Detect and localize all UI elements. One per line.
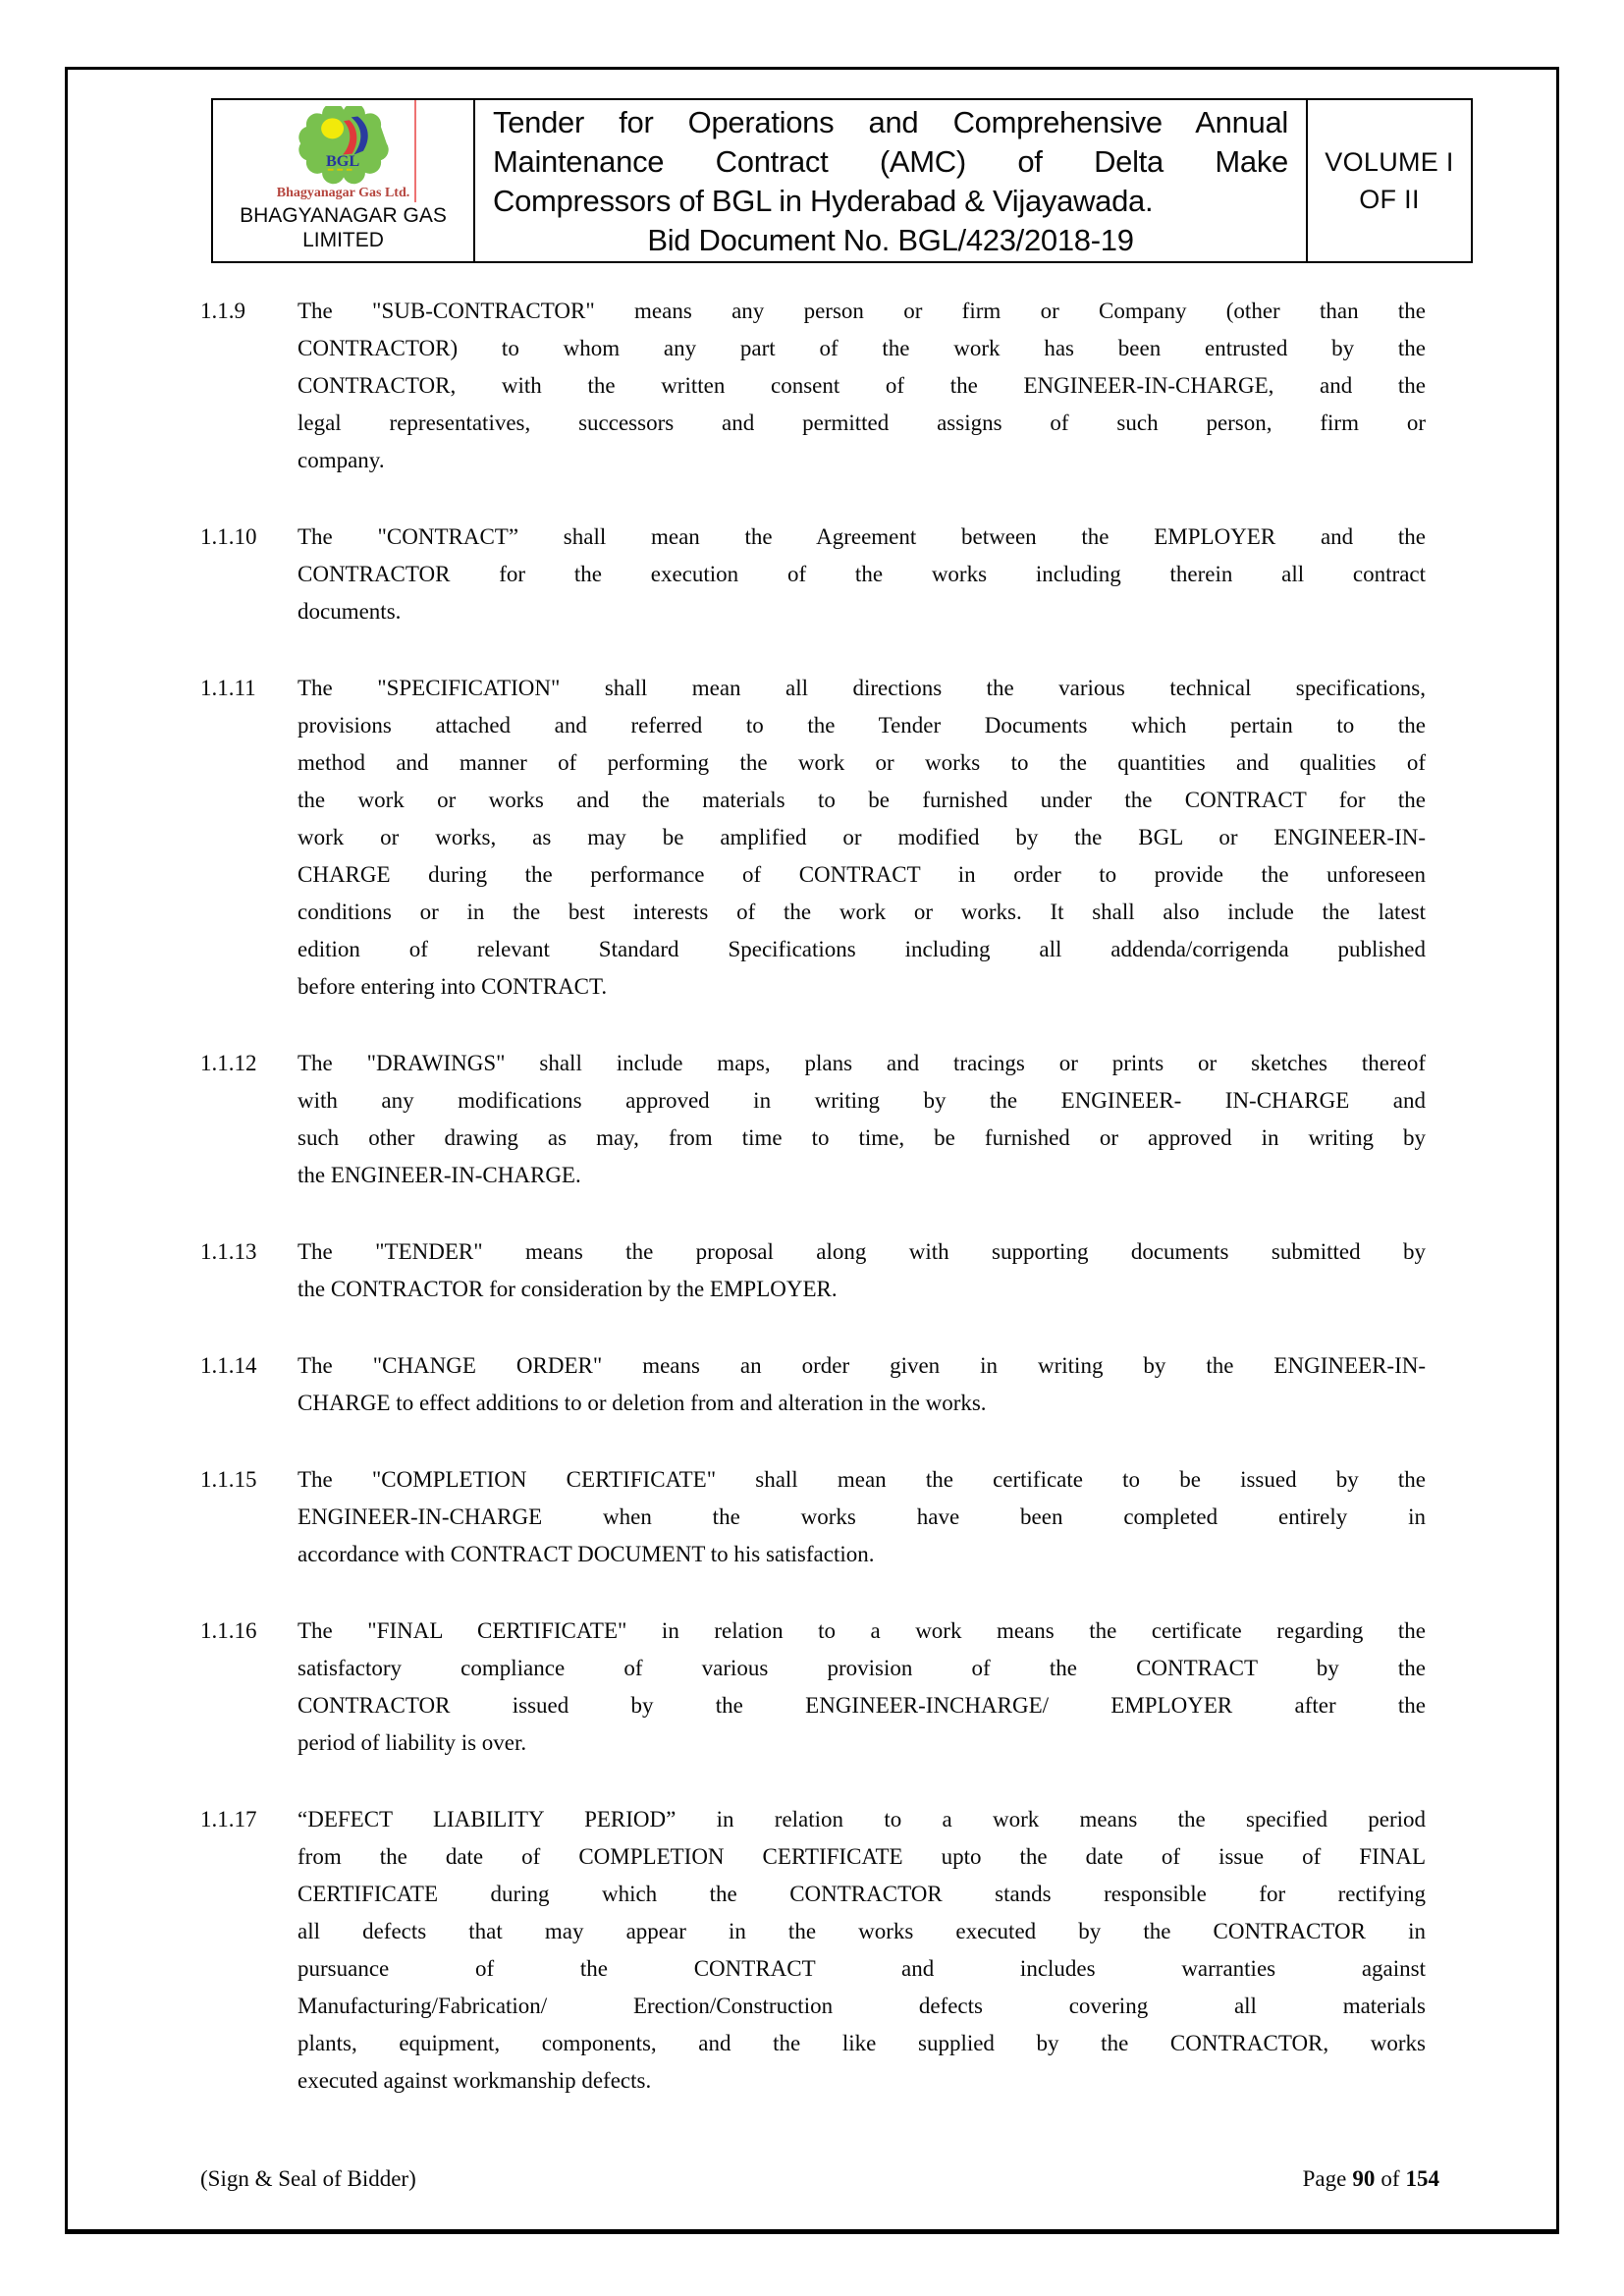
clause-item xyxy=(200,1045,1426,1194)
volume-line1: VOLUME I xyxy=(1325,147,1454,177)
clause-first-line: 1.1.9 The "SUB-CONTRACTOR" means any person or firm or Company (other than the xyxy=(200,293,1426,330)
clause-line: with any modifications approved in writing by the ENGINEER- IN-CHARGE and xyxy=(298,1088,1426,1113)
clause-first-line: 1.1.11 The "SPECIFICATION" shall mean all directions the various technical specifications, xyxy=(200,670,1426,707)
footer-of-word: of xyxy=(1380,2166,1400,2191)
company-name-line1: BHAGYANAGAR GAS xyxy=(240,204,447,227)
clause-line: edition of relevant Standard Specifications including all addenda/corrigenda published xyxy=(298,937,1426,961)
clause-number: 1.1.14 xyxy=(200,1353,257,1378)
clause-line: before entering into CONTRACT. xyxy=(298,974,608,999)
footer xyxy=(200,2162,1439,2196)
clause-number: 1.1.16 xyxy=(200,1618,257,1643)
logo-red-line xyxy=(414,100,416,202)
header-logo-cell xyxy=(213,100,475,261)
clause-item xyxy=(200,1613,1426,1762)
clause-item xyxy=(200,519,1426,630)
clause-line: accordance with CONTRACT DOCUMENT to his satisfaction. xyxy=(298,1542,875,1566)
clause-item xyxy=(200,293,1426,479)
clause-line: satisfactory compliance of various provision of the CONTRACT by the xyxy=(298,1656,1426,1680)
clause-line: CONTRACTOR for the execution of the works including therein all contract xyxy=(298,562,1426,586)
clause-item xyxy=(200,670,1426,1006)
header-title-line: Maintenance Contract (AMC) of Delta Make xyxy=(493,144,1288,179)
company-name-line2: LIMITED xyxy=(302,229,384,251)
clause-first-line: 1.1.15 The "COMPLETION CERTIFICATE" shall mean the certificate to be issued by the xyxy=(200,1461,1426,1499)
clause-first-line: 1.1.17 “DEFECT LIABILITY PERIOD” in relation to a work means the specified period xyxy=(200,1801,1426,1838)
clause-line: Manufacturing/Fabrication/ Erection/Construction defects covering all materials xyxy=(298,1994,1426,2018)
clause-line: method and manner of performing the work or works to the quantities and qualities of xyxy=(298,750,1426,775)
header-title-line: Compressors of BGL in Hyderabad & Vijayawada. xyxy=(493,184,1154,218)
volume-line2: OF II xyxy=(1359,185,1420,214)
clause-line: CONTRACTOR, with the written consent of the ENGINEER-IN-CHARGE, and the xyxy=(298,373,1426,398)
company-name xyxy=(240,203,447,252)
clause-first-line: 1.1.12 The "DRAWINGS" shall include maps, plans and tracings or prints or sketches thereof xyxy=(200,1045,1426,1082)
logo-subtext: Bhagyanagar Gas Ltd. xyxy=(276,186,410,200)
header-title-line: Tender for Operations and Comprehensive Annual xyxy=(493,105,1288,139)
footer-page-info xyxy=(1303,2162,1439,2196)
footer-page-word: Page xyxy=(1302,2166,1347,2191)
clause-line: the CONTRACTOR for consideration by the EMPLOYER. xyxy=(298,1277,838,1301)
clause-line: CHARGE during the performance of CONTRACT in order to provide the unforeseen xyxy=(298,862,1426,887)
clause-line: conditions or in the best interests of the work or works. It shall also include the latest xyxy=(298,900,1426,924)
clause-line: pursuance of the CONTRACT and includes warranties against xyxy=(298,1956,1426,1981)
clauses xyxy=(200,293,1426,2139)
logo-sun xyxy=(321,118,344,138)
logo-petal-ring xyxy=(298,106,388,184)
clause-number: 1.1.12 xyxy=(200,1051,257,1075)
clause-line: provisions attached and referred to the Tender Documents which pertain to the xyxy=(298,713,1426,738)
clause-line: legal representatives, successors and permitted assigns of such person, firm or xyxy=(298,410,1426,435)
clause-line: plants, equipment, components, and the like supplied by the CONTRACTOR, works xyxy=(298,2031,1426,2055)
header-volume-cell xyxy=(1308,100,1471,261)
clause-line: the ENGINEER-IN-CHARGE. xyxy=(298,1163,581,1187)
bgl-logo-icon xyxy=(297,106,391,185)
clause-first-line: 1.1.13 The "TENDER" means the proposal along with supporting documents submitted by xyxy=(200,1233,1426,1271)
clause-item xyxy=(200,1461,1426,1573)
footer-page-number: 90 xyxy=(1352,2166,1376,2191)
clause-item xyxy=(200,1347,1426,1422)
clause-line: CONTRACTOR issued by the ENGINEER-INCHARGE/ EMPLOYER after the xyxy=(298,1693,1426,1718)
clause-item xyxy=(200,1801,1426,2100)
footer-page-total: 154 xyxy=(1405,2166,1439,2191)
header-table xyxy=(211,98,1473,263)
header-title-line: Bid Document No. BGL/423/2018-19 xyxy=(647,223,1134,257)
clause-number: 1.1.9 xyxy=(200,299,245,323)
clause-line: such other drawing as may, from time to time, be furnished or approved in writing by xyxy=(298,1125,1426,1150)
clause-number: 1.1.13 xyxy=(200,1239,257,1264)
clause-line: the work or works and the materials to be furnished under the CONTRACT for the xyxy=(298,788,1426,812)
clause-first-line: 1.1.14 The "CHANGE ORDER" means an order given in writing by the ENGINEER-IN- xyxy=(200,1347,1426,1385)
header-title xyxy=(475,100,1308,261)
clause-line: executed against workmanship defects. xyxy=(298,2068,652,2093)
clause-number: 1.1.15 xyxy=(200,1467,257,1492)
clause-line: work or works, as may be amplified or modified by the BGL or ENGINEER-IN- xyxy=(298,825,1426,849)
clause-number: 1.1.10 xyxy=(200,524,257,549)
clause-line: from the date of COMPLETION CERTIFICATE upto the date of issue of FINAL xyxy=(298,1844,1426,1869)
clause-line: documents. xyxy=(298,599,402,624)
logo-acronym: BGL xyxy=(325,151,359,170)
clause-line: all defects that may appear in the works executed by the CONTRACTOR in xyxy=(298,1919,1426,1943)
clause-line: CERTIFICATE during which the CONTRACTOR stands responsible for rectifying xyxy=(298,1882,1426,1906)
clause-number: 1.1.17 xyxy=(200,1807,257,1831)
clause-line: CHARGE to effect additions to or deletion from and alteration in the works. xyxy=(298,1391,987,1415)
clause-line: ENGINEER-IN-CHARGE when the works have been completed entirely in xyxy=(298,1504,1426,1529)
clause-number: 1.1.11 xyxy=(200,676,256,700)
clause-first-line: 1.1.10 The "CONTRACT” shall mean the Agreement between the EMPLOYER and the xyxy=(200,519,1426,556)
clause-line: period of liability is over. xyxy=(298,1730,527,1755)
clause-line: CONTRACTOR) to whom any part of the work has been entrusted by the xyxy=(298,336,1426,360)
clause-item xyxy=(200,1233,1426,1308)
clause-first-line: 1.1.16 The "FINAL CERTIFICATE" in relation to a work means the certificate regarding the xyxy=(200,1613,1426,1650)
footer-sign-seal: (Sign & Seal of Bidder) xyxy=(200,2166,416,2191)
clause-line: company. xyxy=(298,448,385,472)
